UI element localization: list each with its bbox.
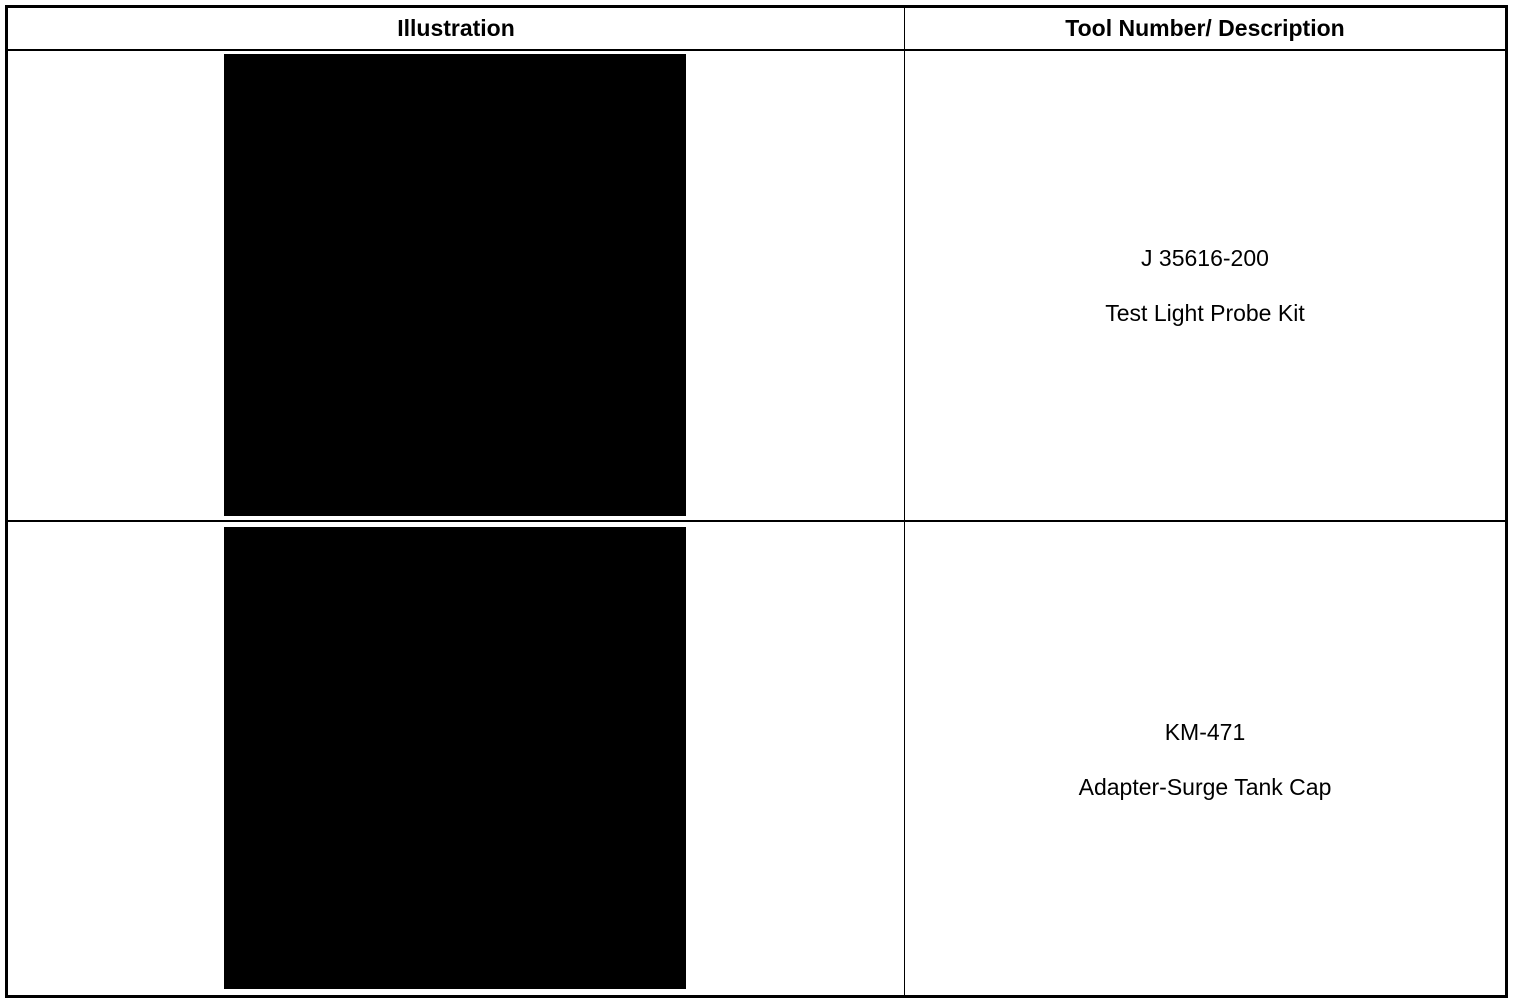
tool-description: Test Light Probe Kit xyxy=(1105,300,1305,326)
tool-illustration-image xyxy=(224,527,686,989)
row-divider xyxy=(8,520,1505,522)
tool-number: KM-471 xyxy=(1164,719,1246,745)
header-illustration: Illustration xyxy=(397,15,515,41)
table-row xyxy=(905,244,1505,327)
table-row xyxy=(905,718,1505,801)
header-tool-number-description: Tool Number/ Description xyxy=(1065,15,1345,41)
tool-table xyxy=(5,5,1508,998)
tool-illustration-image xyxy=(224,54,686,516)
column-divider xyxy=(904,8,905,995)
tool-number: J 35616-200 xyxy=(1141,245,1269,271)
table-header-row xyxy=(8,8,1505,51)
tool-description: Adapter-Surge Tank Cap xyxy=(1078,774,1332,800)
